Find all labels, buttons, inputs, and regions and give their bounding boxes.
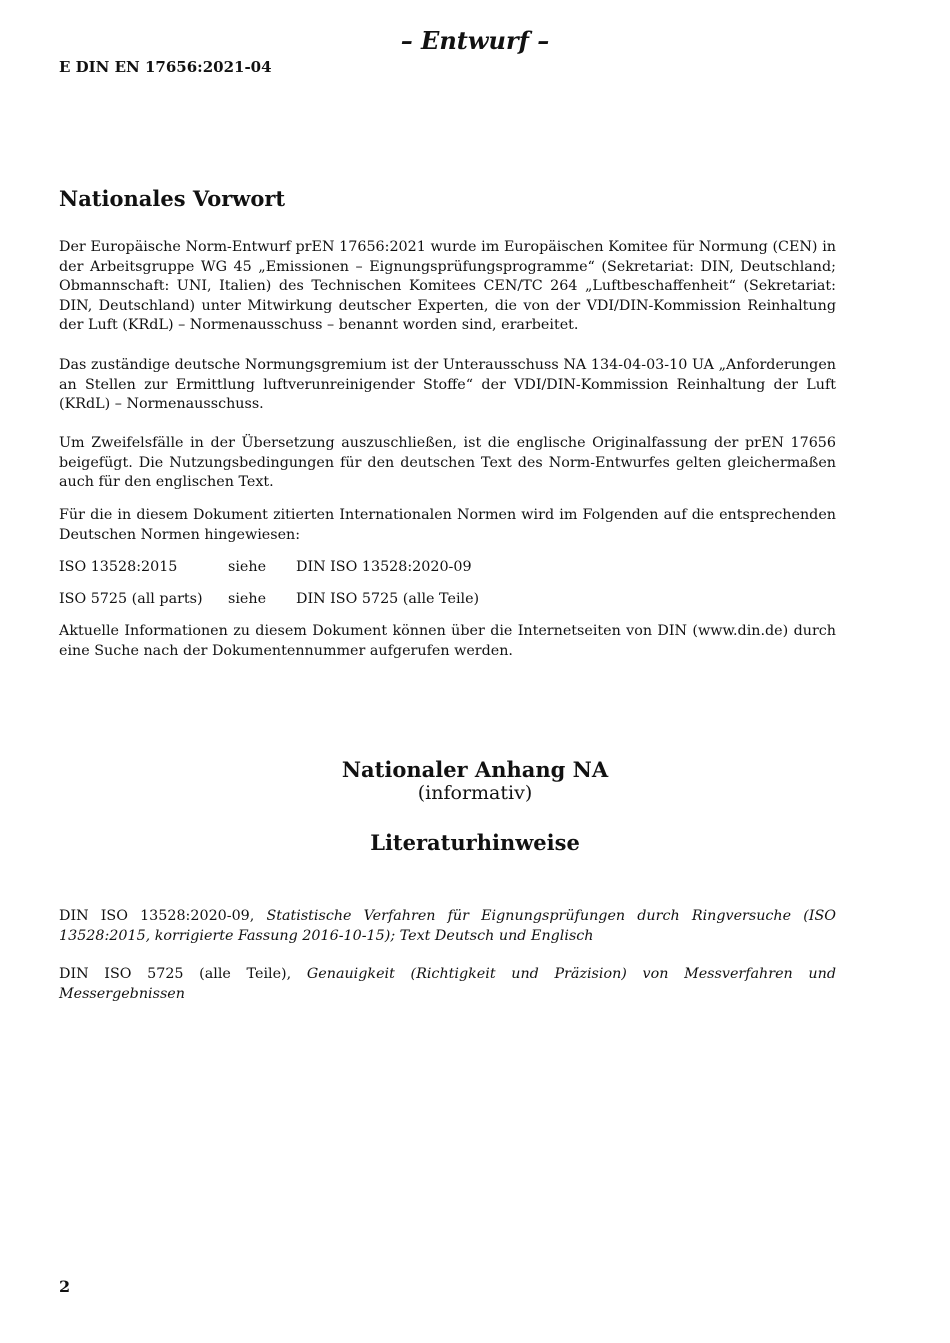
entry-reference: DIN ISO 13528:2020-09, bbox=[59, 908, 267, 924]
relation-word: siehe bbox=[228, 559, 267, 575]
annex-subtitle: (informativ) bbox=[417, 782, 533, 804]
draft-watermark: – Entwurf – bbox=[400, 26, 550, 55]
entry-title: Statistische Verfahren für Eignungsprüfungen durch Ringversuche (ISO 13528:2015, korrigierte Fassung 2016-10-15); Text Deutsch und Englisch bbox=[59, 908, 836, 944]
relation-word: siehe bbox=[228, 591, 267, 607]
entry-title: Genauigkeit (Richtigkeit und Präzision) von Messverfahren und Messergebnissen bbox=[59, 966, 836, 1002]
national-standard: DIN ISO 5725 (alle Teile) bbox=[296, 591, 480, 607]
document-identifier: E DIN EN 17656:2021-04 bbox=[59, 58, 272, 76]
foreword-paragraph: Das zuständige deutsche Normungsgremium ist der Unterausschuss NA 134-04-03-10 UA „Anforderungen an Stellen zur Ermittlung luftverunreinigender Stoffe“ der VDI/DIN-Kommission Reinhaltung der Luft (KRdL) – Normenausschuss. bbox=[59, 357, 836, 412]
foreword-paragraph: Um Zweifelsfälle in der Übersetzung auszuschließen, ist die englische Originalfassung der prEN 17656 beigefügt. Die Nutzungsbedingungen für den deutschen Text des Norm-Entwurfes gelten gleichermaßen auch für den englischen Text. bbox=[59, 435, 836, 490]
international-standard: ISO 13528:2015 bbox=[59, 559, 178, 575]
bibliography-entry bbox=[59, 907, 836, 946]
international-standard: ISO 5725 (all parts) bbox=[59, 591, 203, 607]
page-number: 2 bbox=[59, 1277, 71, 1296]
foreword-heading: Nationales Vorwort bbox=[59, 186, 286, 211]
foreword-closing: Aktuelle Informationen zu diesem Dokument können über die Internetseiten von DIN (www.din.de) durch eine Suche nach der Dokumentennummer aufgerufen werden. bbox=[59, 623, 836, 659]
bibliography-heading: Literaturhinweise bbox=[370, 830, 580, 855]
foreword-paragraph: Für die in diesem Dokument zitierten Internationalen Normen wird im Folgenden auf die entsprechenden Deutschen Normen hingewiesen: bbox=[59, 507, 836, 543]
entry-reference: DIN ISO 5725 (alle Teile), bbox=[59, 966, 307, 982]
bibliography-entry bbox=[59, 965, 836, 1004]
annex-heading: Nationaler Anhang NA bbox=[341, 757, 609, 782]
national-standard: DIN ISO 13528:2020-09 bbox=[296, 559, 472, 575]
foreword-paragraph: Der Europäische Norm-Entwurf prEN 17656:2021 wurde im Europäischen Komitee für Normung (CEN) in der Arbeitsgruppe WG 45 „Emissionen – Eignungsprüfungsprogramme“ (Sekretariat: DIN, Deutschland; Obmannschaft: UNI, Italien) des Technischen Komitees CEN/TC 264 „Luftbeschaffenheit“ (Sekretariat: DIN, Deutschland) unter Mitwirkung deutscher Experten, die von der VDI/DIN-Kommission Reinhaltung der Luft (KRdL) – Normenausschuss – benannt worden sind, erarbeitet. bbox=[59, 239, 836, 333]
